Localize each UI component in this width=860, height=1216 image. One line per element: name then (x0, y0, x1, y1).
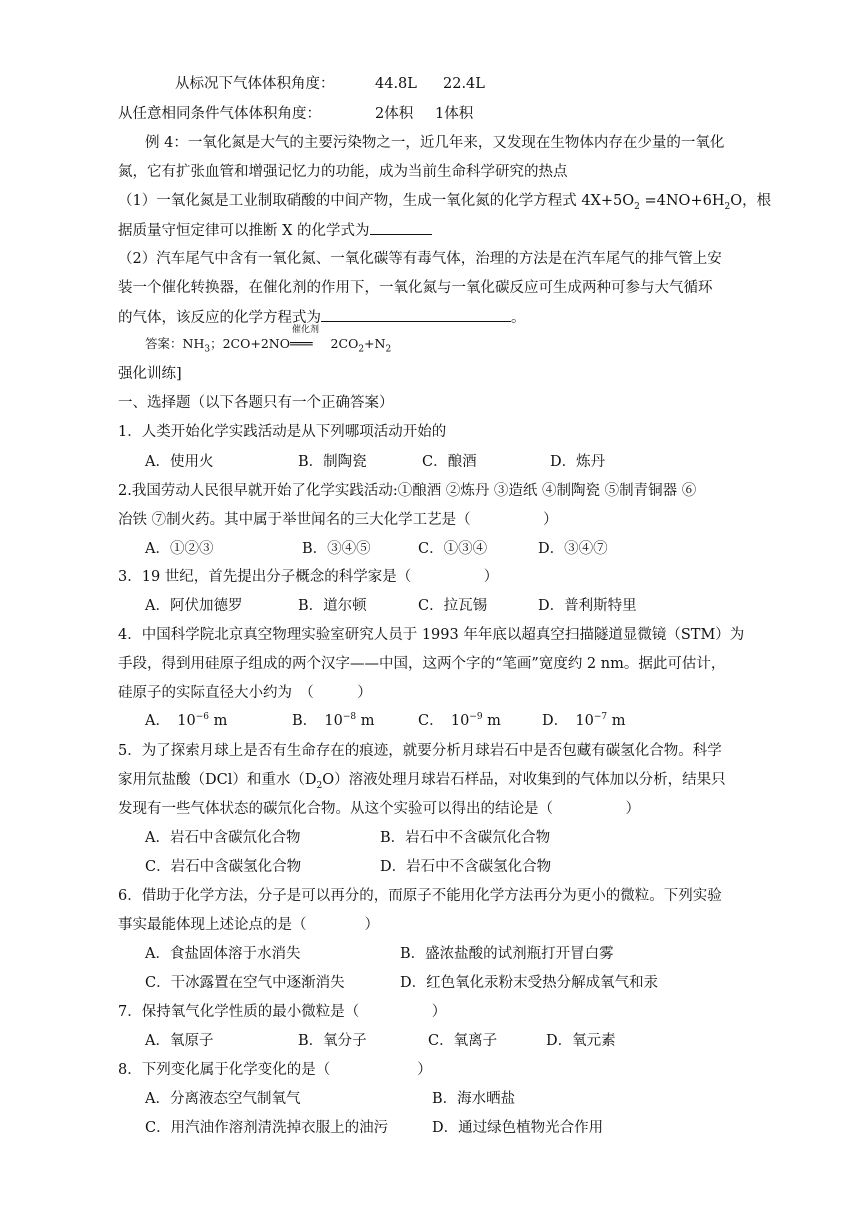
question-7-option-d[interactable]: D．氧元素 (546, 1033, 616, 1049)
example-4-question-2: （2）汽车尾气中含有一氧化氮、一氧化碳等有毒气体，治理的方法是在汽车尾气的排气管上安 (118, 251, 722, 267)
question-4-option-b[interactable] (292, 711, 375, 731)
question-8-option-d[interactable]: D．通过绿色植物光合作用 (432, 1120, 604, 1136)
question-8-option-b[interactable]: B．海水晒盐 (432, 1091, 516, 1107)
question-6-stem-cont: 事实最能体现上述论点的是（ ） (118, 917, 379, 933)
option-b-base: B． 10 (292, 713, 343, 729)
question-5-option-a[interactable]: A．岩石中含碳氘化合物 (145, 830, 301, 846)
example-4-text: 例 4：一氧化氮是大气的主要污染物之一，近几年来，又发现在生物体内存在少量的一氧化 (145, 135, 725, 151)
option-b-unit: m (356, 713, 375, 729)
question-3-option-d[interactable]: D．普利斯特里 (538, 598, 637, 614)
option-c-unit: m (482, 713, 501, 729)
option-a-unit: m (208, 713, 228, 729)
q5-sub: 2 (316, 780, 323, 791)
option-c-base: C． 10 (418, 713, 470, 729)
q1-sub: 2 (634, 201, 640, 212)
question-8-option-c[interactable]: C．用汽油作溶剂清洗掉衣服上的油污 (145, 1120, 389, 1136)
intro-line-1-value-1: 44.8L (375, 76, 417, 92)
question-5-option-c[interactable]: C．岩石中含碳氢化合物 (145, 859, 302, 875)
example-4-text-cont: 氮，它有扩张血管和增强记忆力的功能，成为当前生命科学研究的热点 (118, 164, 568, 180)
question-6-stem: 6．借助于化学方法，分子是可以再分的，而原子不能用化学方法再分为更小的微粒。下列实验 (118, 888, 722, 904)
equation-blank[interactable] (321, 307, 511, 322)
catalyst-arrow (289, 325, 319, 354)
q1-text-3: O，根 (730, 193, 772, 209)
question-2-option-d[interactable]: D．③④⑦ (538, 541, 608, 557)
answer-blank[interactable] (370, 220, 432, 235)
question-4-stem-cont: 手段，得到用硅原子组成的两个汉字——中国，这两个字的“笔画”宽度约 2 nm。据此可估计， (118, 656, 726, 672)
training-title: 强化训练] (118, 366, 182, 382)
question-6-option-d[interactable]: D．红色氧化汞粉末受热分解成氧气和汞 (400, 975, 659, 991)
question-8-option-a[interactable]: A．分离液态空气制氧气 (145, 1091, 301, 1107)
q1-text: （1）一氧化氮是工业制取硝酸的中间产物，生成一氧化氮的化学方程式 4X+5O (118, 193, 635, 209)
question-3-option-a[interactable]: A．阿伏加德罗 (145, 598, 243, 614)
option-d-unit: m (607, 713, 626, 729)
q1-sub-2: 2 (724, 201, 731, 212)
q5-line2-tail: O）溶液处理月球岩石样品，对收集到的气体加以分析，结果只 (322, 772, 726, 788)
question-6-option-a[interactable]: A．食盐固体溶于水消失 (145, 946, 301, 962)
option-b-exponent: −8 (342, 712, 357, 723)
example-4-answer (145, 325, 392, 355)
question-5-option-b[interactable]: B．岩石中不含碳氘化合物 (380, 830, 551, 846)
example-4-question-2-cont: 装一个催化转换器，在催化剂的作用下，一氧化氮与一氧化碳反应可生成两种可参与大气循环 (118, 280, 713, 296)
question-1-stem: 1．人类开始化学实践活动是从下列哪项活动开始的 (118, 424, 447, 440)
question-4-stem: 4．中国科学院北京真空物理实验室研究人员于 1993 年年底以超真空扫描隧道显微镜（STM）为 (118, 627, 745, 643)
question-1-option-c[interactable]: C．酿酒 (422, 454, 477, 470)
intro-line-2-label: 从任意相同条件气体体积角度： (118, 106, 321, 122)
question-4-option-a[interactable] (145, 711, 227, 731)
q1b-text: 据质量守恒定律可以推断 X 的化学式为 (118, 223, 370, 239)
question-5-stem-cont (118, 770, 726, 790)
intro-line-1-value-2: 22.4L (443, 76, 485, 92)
question-1-option-a[interactable]: A．使用火 (145, 454, 214, 470)
question-7-stem: 7．保持氧气化学性质的最小微粒是（ ） (118, 1004, 447, 1020)
answer-sub-1: 3 (204, 344, 211, 355)
question-6-option-c[interactable]: C．干冰露置在空气中逐渐消失 (145, 975, 345, 991)
catalyst-label: 催化剂 (291, 325, 319, 335)
answer-post: 2CO (330, 336, 359, 351)
intro-line-2-value-2: 1体积 (435, 106, 474, 122)
option-c-exponent: −9 (469, 712, 483, 723)
example-4-question-1-cont (118, 220, 432, 241)
answer-pre: 答案：NH (145, 336, 205, 351)
question-4-option-c[interactable] (418, 711, 501, 731)
question-5-stem: 5．为了探索月球上是否有生命存在的痕迹，就要分析月球岩石中是否包藏有碳氢化合物。科学 (118, 743, 722, 759)
section-title: 一、选择题（以下各题只有一个正确答案） (118, 395, 394, 411)
question-6-option-b[interactable]: B．盛浓盐酸的试剂瓶打开冒白雾 (400, 946, 614, 962)
example-4-question-1 (118, 191, 771, 211)
intro-line-1 (175, 74, 335, 94)
q2c-text: 的气体，该反应的化学方程式为 (118, 310, 321, 326)
answer-tail: +N (364, 336, 386, 351)
option-d-exponent: −7 (593, 712, 608, 723)
question-2-option-b[interactable]: B．③④⑤ (302, 541, 371, 557)
question-2-option-a[interactable]: A．①②③ (145, 541, 214, 557)
question-3-stem: 3．19 世纪，首先提出分子概念的科学家是（ ） (118, 569, 499, 585)
question-1-option-d[interactable]: D．炼丹 (550, 454, 606, 470)
example-4-question-2-end (118, 307, 526, 328)
catalyst-sign: ═══ (289, 336, 313, 351)
question-3-option-b[interactable]: B．道尔顿 (298, 598, 367, 614)
answer-mid: ；2CO+2NO (210, 336, 290, 351)
question-5-stem-end: 发现有一些气体状态的碳氘化合物。从这个实验可以得出的结论是（ ） (118, 801, 640, 817)
answer-sub-2: 2 (358, 344, 365, 355)
question-2-stem-cont: 冶铁 ⑦制火药。其中属于举世闻名的三大化学工艺是（ ） (118, 512, 558, 528)
question-7-option-a[interactable]: A．氧原子 (145, 1033, 214, 1049)
question-4-stem-end: 硅原子的实际直径大小约为 （ ） (118, 685, 372, 701)
q1-text-2: =4NO+6H (639, 193, 725, 209)
question-5-option-d[interactable]: D．岩石中不含碳氢化合物 (380, 859, 552, 875)
option-a-exponent: −6 (195, 712, 209, 723)
question-7-option-b[interactable]: B．氧分子 (298, 1033, 367, 1049)
question-3-option-c[interactable]: C．拉瓦锡 (418, 598, 488, 614)
intro-line-2-value-1: 2体积 (375, 106, 414, 122)
question-7-option-c[interactable]: C．氧离子 (428, 1033, 498, 1049)
question-1-option-b[interactable]: B．制陶瓷 (298, 454, 367, 470)
intro-line-1-label: 从标况下气体体积角度： (175, 76, 335, 92)
q2c-end: 。 (511, 310, 526, 326)
option-a-base: A． 10 (145, 713, 196, 729)
question-8-stem: 8．下列变化属于化学变化的是（ ） (118, 1062, 432, 1078)
question-4-option-d[interactable] (542, 711, 625, 731)
q5-line2: 家用氘盐酸（DCl）和重水（D (118, 772, 317, 788)
answer-sub-3: 2 (385, 344, 392, 355)
question-2-option-c[interactable]: C．①③④ (418, 541, 488, 557)
option-d-base: D． 10 (542, 713, 594, 729)
question-2-stem: 2.我国劳动人民很早就开始了化学实践活动:①酿酒 ②炼丹 ③造纸 ④制陶瓷 ⑤制青铜器 ⑥ (118, 483, 697, 499)
